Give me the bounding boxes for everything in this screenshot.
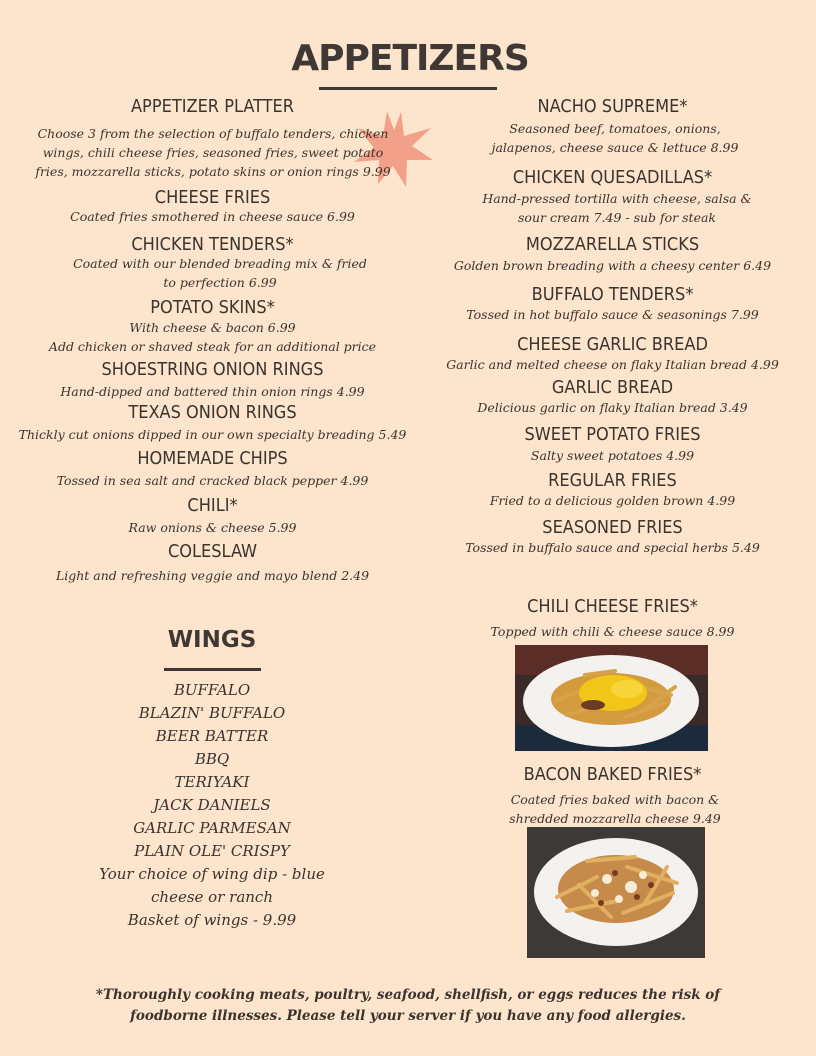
item-name-mozzarella-sticks: MOZZARELLA STICKS (525, 234, 700, 255)
item-name-cheese-garlic-bread: CHEESE GARLIC BREAD (517, 334, 708, 355)
item-name-chicken-tenders: CHICKEN TENDERS* (131, 234, 294, 255)
wing-flavor-plain-ole-crispy: PLAIN OLE' CRISPY (134, 842, 290, 860)
chili-cheese-fries-photo (515, 645, 708, 751)
item-name-seasoned-fries: SEASONED FRIES (542, 517, 683, 538)
item-name-regular-fries: REGULAR FRIES (548, 470, 677, 491)
item-name-garlic-bread: GARLIC BREAD (551, 377, 674, 398)
item-name-chili: CHILI* (187, 495, 238, 516)
item-desc-chicken-tenders: Coated with our blended breading mix & fried to perfection 6.99 (73, 256, 367, 290)
item-name-texas-onion-rings: TEXAS ONION RINGS (128, 402, 297, 423)
item-desc-potato-skins-addon: Add chicken or shaved steak for an additional price (48, 339, 377, 354)
item-desc-mozzarella-sticks: Golden brown breading with a cheesy center 6.49 (453, 258, 772, 273)
wing-flavor-buffalo: BUFFALO (173, 681, 251, 699)
item-desc-shoestring-onion-rings: Hand-dipped and battered thin onion rings 4.99 (60, 384, 365, 399)
allergy-notice-line2: foodborne illnesses. Please tell your server if you have any food allergies. (130, 1008, 686, 1024)
item-desc-seasoned-fries: Tossed in buffalo sauce and special herbs 5.49 (465, 540, 760, 555)
item-desc-garlic-bread: Delicious garlic on flaky Italian bread 3.49 (477, 400, 748, 415)
wings-title: WINGS (167, 627, 257, 653)
item-name-potato-skins: POTATO SKINS* (150, 297, 275, 318)
item-desc-bacon-baked-fries: Coated fries baked with bacon & shredded mozzarella cheese 9.49 (509, 792, 721, 826)
item-desc-cheese-garlic-bread: Garlic and melted cheese on flaky Italian bread 4.99 (446, 357, 779, 372)
item-desc-homemade-chips: Tossed in sea salt and cracked black pepper 4.99 (56, 473, 369, 488)
bacon-baked-fries-photo (527, 827, 705, 958)
wing-dip-line2: cheese or ranch (151, 888, 273, 906)
wing-flavor-bbq: BBQ (194, 750, 230, 768)
allergy-notice-line1: *Thoroughly cooking meats, poultry, seafood, shellfish, or eggs reduces the risk of (95, 987, 721, 1003)
item-name-bacon-baked-fries: BACON BAKED FRIES* (523, 764, 702, 785)
item-desc-regular-fries: Fried to a delicious golden brown 4.99 (489, 493, 736, 508)
item-name-cheese-fries: CHEESE FRIES (154, 187, 271, 208)
item-desc-nacho-supreme: Seasoned beef, tomatoes, onions, jalapenos, cheese sauce & lettuce 8.99 (491, 121, 739, 155)
item-desc-potato-skins: With cheese & bacon 6.99 (129, 320, 296, 335)
wing-dip-line1: Your choice of wing dip - blue (99, 865, 325, 883)
item-name-coleslaw: COLESLAW (167, 541, 258, 562)
item-desc-appetizer-platter: Choose 3 from the selection of buffalo tenders, chicken wings, chili cheese fries, seasoned fries, sweet potato fries, mozzarella sticks, potato skins or onion rings 9.99 (35, 126, 391, 179)
item-desc-sweet-potato-fries: Salty sweet potatoes 4.99 (530, 448, 695, 463)
item-desc-cheese-fries: Coated fries smothered in cheese sauce 6.99 (70, 209, 355, 224)
item-desc-coleslaw: Light and refreshing veggie and mayo blend 2.49 (55, 568, 370, 583)
item-desc-chicken-quesadillas: Hand-pressed tortilla with cheese, salsa & sour cream 7.49 - sub for steak (482, 191, 752, 225)
item-name-buffalo-tenders: BUFFALO TENDERS* (531, 284, 694, 305)
wing-flavor-jack-daniels: JACK DANIELS (153, 796, 271, 814)
item-name-homemade-chips: HOMEMADE CHIPS (137, 448, 288, 469)
item-desc-chili: Raw onions & cheese 5.99 (128, 520, 297, 535)
wing-flavor-teriyaki: TERIYAKI (174, 773, 250, 791)
item-name-appetizer-platter: APPETIZER PLATTER (130, 96, 295, 117)
wing-flavor-blazin-buffalo: BLAZIN' BUFFALO (138, 704, 286, 722)
item-desc-buffalo-tenders: Tossed in hot buffalo sauce & seasonings 7.99 (466, 307, 759, 322)
wing-flavor-beer-batter: BEER BATTER (155, 727, 269, 745)
item-desc-texas-onion-rings: Thickly cut onions dipped in our own specialty breading 5.49 (18, 427, 407, 442)
page-title: APPETIZERS (291, 38, 529, 79)
item-desc-chili-cheese-fries: Topped with chili & cheese sauce 8.99 (490, 624, 735, 639)
wings-underline (164, 668, 261, 671)
wing-basket-price: Basket of wings - 9.99 (127, 911, 297, 929)
item-name-shoestring-onion-rings: SHOESTRING ONION RINGS (101, 359, 324, 380)
item-name-sweet-potato-fries: SWEET POTATO FRIES (524, 424, 701, 445)
item-name-chicken-quesadillas: CHICKEN QUESADILLAS* (512, 167, 713, 188)
item-name-chili-cheese-fries: CHILI CHEESE FRIES* (527, 596, 698, 617)
item-name-nacho-supreme: NACHO SUPREME* (537, 96, 688, 117)
wing-flavor-garlic-parmesan: GARLIC PARMESAN (133, 819, 291, 837)
title-underline (319, 87, 497, 90)
